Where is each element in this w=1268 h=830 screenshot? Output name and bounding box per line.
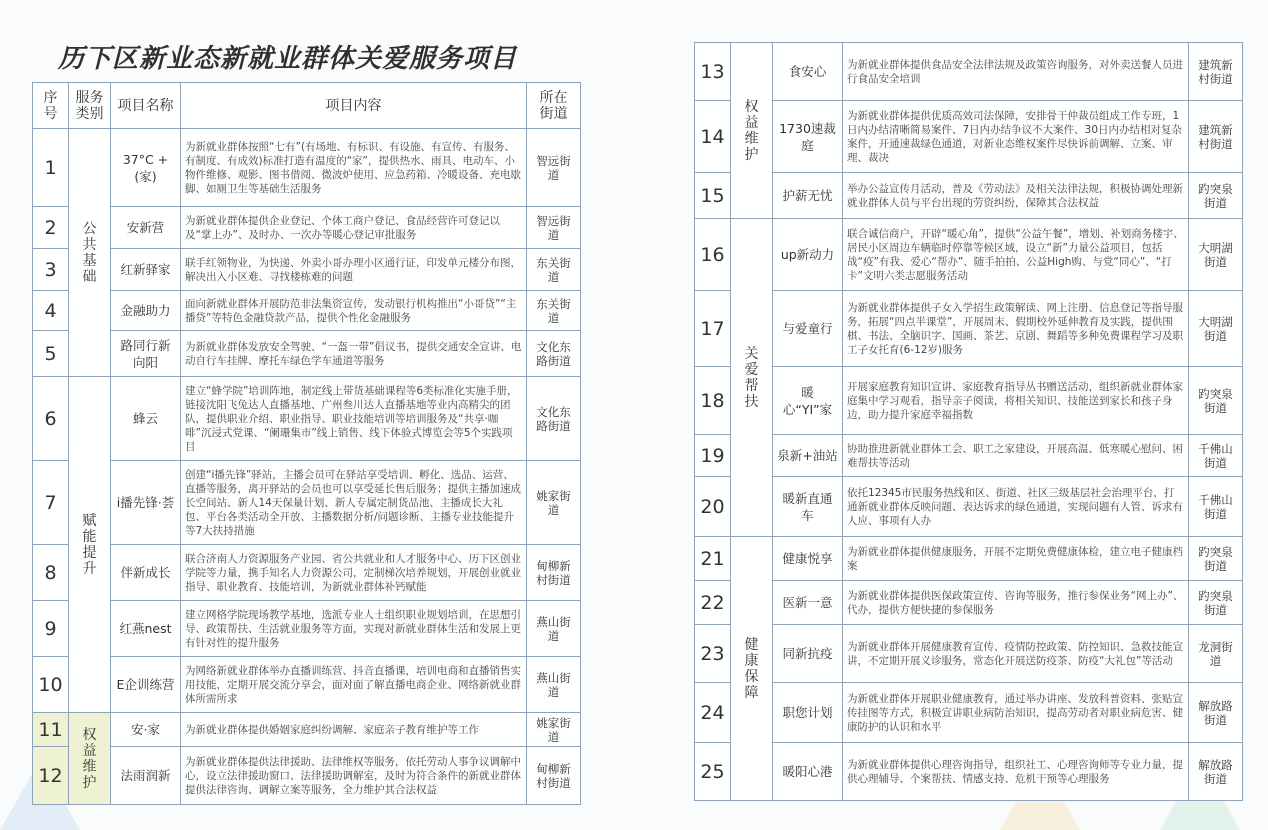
row-no: 17	[695, 291, 731, 367]
table-row	[33, 601, 581, 657]
project-name: 路同行新向阳	[111, 331, 181, 377]
table-header-row	[33, 83, 581, 129]
row-no: 25	[695, 743, 731, 801]
table-row	[695, 291, 1243, 367]
street-cell: 姚家街道	[527, 713, 581, 747]
street-cell: 建筑新村街道	[1189, 43, 1243, 101]
header-content: 项目内容	[181, 83, 527, 129]
row-no: 6	[33, 377, 69, 461]
category-cell	[69, 129, 111, 377]
row-no: 21	[695, 537, 731, 581]
project-name: 安新营	[111, 207, 181, 249]
project-content: 为新就业群体提供心理咨询指导，组织社工、心理咨询师等专业力量，提供心理辅导、个案帮扶、情感支持、危机干预等心理服务	[843, 743, 1189, 801]
project-content: 为新就业群体开展健康教育宣传、疫情防控政策、防控知识、急救技能宣讲，不定期开展义诊服务，常态化开展送防疫茶、防疫“大礼包”等活动	[843, 625, 1189, 683]
project-content: 面向新就业群体开展防范非法集资宣传，发动银行机构推出“小哥贷”“主播贷”等特色金融贷款产品，提供个性化金融服务	[181, 291, 527, 331]
project-content: 依托12345市民服务热线和区、街道、社区三级基层社会治理平台，打通新就业群体反映问题、表达诉求的绿色通道，实现问题有人管、诉求有人应、事项有人办	[843, 477, 1189, 537]
project-content: 为新就业群体按照“七有”(有场地、有标识、有设施、有宣传、有服务、有制度、有成效)标准打造有温度的“家”，提供热水、雨具、电动车、小物件维修、观影、图书借阅、微波炉使用、应急药箱、冷暖设备、充电歇脚、如厕卫生等基础生活服务	[181, 129, 527, 207]
project-content: 为新就业群体开展职业健康教育，通过举办讲座、发放科普资料、张贴宣传挂图等方式，积极宣讲职业病防治知识，提高劳动者对职业病危害、健康防护的认识和水平	[843, 683, 1189, 743]
category-cell	[731, 219, 773, 537]
project-content: 建立网格学院现场教学基地，选派专业人士组织职业规划培训，在思想引导、政策帮扶、生活就业服务等方面，实现对新就业群体生活和发展上更有针对性的提升服务	[181, 601, 527, 657]
category-label: 权益维护	[744, 98, 759, 163]
project-content: 开展家庭教育知识宣讲、家庭教育指导丛书赠送活动，组织新就业群体家庭集中学习观看，指导亲子阅读，将相关知识、技能送到家长和孩子身边，助力提升家庭幸福指数	[843, 367, 1189, 435]
table-row	[695, 101, 1243, 173]
street-cell: 东关街道	[527, 291, 581, 331]
row-no: 15	[695, 173, 731, 219]
table-row	[695, 219, 1243, 291]
row-no: 2	[33, 207, 69, 249]
project-name: 暖心“YI”家	[773, 367, 843, 435]
table-row	[695, 683, 1243, 743]
row-no: 9	[33, 601, 69, 657]
project-name: 红新驿家	[111, 249, 181, 291]
project-content: 建立“蜂学院”培训阵地，制定线上带货基础课程等6类标准化实施手册，链接沈阳飞兔达人直播基地、广州叁川达人直播基地等业内高精尖的团队，提供职业介绍、职业指导、职业技能培训等培训服务及“共享·咖啡”沉浸式党课、“阑珊集市”线上销售、线下体验式博览会等5个实践项目	[181, 377, 527, 461]
street-cell: 智远街道	[527, 207, 581, 249]
row-no: 4	[33, 291, 69, 331]
project-name: 食安心	[773, 43, 843, 101]
project-name: 健康悦享	[773, 537, 843, 581]
table-row	[33, 747, 581, 805]
project-name: 泉新+油站	[773, 435, 843, 477]
category-label: 关爱帮扶	[744, 345, 759, 410]
row-no: 18	[695, 367, 731, 435]
project-name: 蜂云	[111, 377, 181, 461]
street-cell: 趵突泉街道	[1189, 537, 1243, 581]
project-name: 职您计划	[773, 683, 843, 743]
left-table	[32, 82, 581, 805]
project-name: 金融助力	[111, 291, 181, 331]
project-name: 与爱童行	[773, 291, 843, 367]
row-no: 14	[695, 101, 731, 173]
row-no: 11	[33, 713, 69, 747]
table-row	[33, 713, 581, 747]
category-label: 健康保障	[744, 636, 759, 701]
category-label: 权益维护	[82, 726, 97, 791]
street-cell: 龙洞街道	[1189, 625, 1243, 683]
street-cell: 文化东路街道	[527, 331, 581, 377]
table-row	[695, 435, 1243, 477]
street-cell: 文化东路街道	[527, 377, 581, 461]
project-name: i播先锋·荟	[111, 461, 181, 545]
table-row	[695, 173, 1243, 219]
category-label: 赋能提升	[82, 512, 97, 577]
project-content: 为新就业群体发放安全驾驶、“一盔一带”倡议书，提供交通安全宣讲、电动自行车挂牌、摩托车绿色学车通道等服务	[181, 331, 527, 377]
category-cell	[69, 377, 111, 713]
header-no: 序号	[33, 83, 69, 129]
page-title: 历下区新业态新就业群体关爱服务项目	[58, 44, 518, 74]
street-cell: 甸柳新村街道	[527, 747, 581, 805]
table-row	[695, 625, 1243, 683]
table-row	[33, 129, 581, 207]
street-cell: 趵突泉街道	[1189, 581, 1243, 625]
category-cell	[731, 537, 773, 801]
street-cell: 东关街道	[527, 249, 581, 291]
project-content: 创建“i播先锋”驿站，主播会员可在驿站享受培训、孵化、选品、运营、直播等服务，离开驿站的会员也可以享受延长售后服务；提供主播加速成长空间站、新人14天保量计划、新人专属定制货品池、主播成长大礼包、平台各类活动全开放、主播数据分析/问题诊断、主播专业技能提升等7大扶持措施	[181, 461, 527, 545]
table-row	[695, 367, 1243, 435]
project-content: 联手红领物业，为快递、外卖小哥办理小区通行证，印发单元楼分布图，解决出入小区难、寻找楼栋难的问题	[181, 249, 527, 291]
project-name: up新动力	[773, 219, 843, 291]
row-no: 23	[695, 625, 731, 683]
table-row	[695, 477, 1243, 537]
project-name: 护薪无忧	[773, 173, 843, 219]
row-no: 3	[33, 249, 69, 291]
street-cell: 建筑新村街道	[1189, 101, 1243, 173]
street-cell: 燕山街道	[527, 657, 581, 713]
project-name: 暖新直通车	[773, 477, 843, 537]
row-no: 13	[695, 43, 731, 101]
category-cell	[69, 713, 111, 805]
table-row	[33, 461, 581, 545]
street-cell: 甸柳新村街道	[527, 545, 581, 601]
project-content: 为新就业群体提供子女入学招生政策解读、网上注册、信息登记等指导服务，拓展“四点半课堂”，开展周末、假期校外延伸教育及实践，提供围棋、书法、全脑识字、国画、茶艺、京剧、舞蹈等多种免费课程学习及职工子女托育(6-12岁)服务	[843, 291, 1189, 367]
row-no: 5	[33, 331, 69, 377]
category-label: 公共基础	[82, 220, 97, 285]
table-row	[33, 249, 581, 291]
street-cell: 姚家街道	[527, 461, 581, 545]
table-row	[695, 537, 1243, 581]
project-name: 伴新成长	[111, 545, 181, 601]
street-cell: 千佛山街道	[1189, 435, 1243, 477]
right-table	[694, 42, 1243, 801]
table-row	[33, 207, 581, 249]
table-row	[33, 657, 581, 713]
project-content: 为新就业群体提供企业登记、个体工商户登记、食品经营许可登记以及“掌上办”、及时办、一次办等暖心登记审批服务	[181, 207, 527, 249]
project-content: 为新就业群体提供食品安全法律法规及政策咨询服务，对外卖送餐人员进行食品安全培训	[843, 43, 1189, 101]
project-name: 同新抗疫	[773, 625, 843, 683]
project-name: 暖阳心港	[773, 743, 843, 801]
table-row	[695, 581, 1243, 625]
street-cell: 千佛山街道	[1189, 477, 1243, 537]
project-content: 为新就业群体提供法律援助、法律维权等服务，依托劳动人事争议调解中心，设立法律援助窗口、法律援助调解室，及时为符合条件的新就业群体提供法律咨询、调解立案等服务，全力维护其合法权益	[181, 747, 527, 805]
row-no: 10	[33, 657, 69, 713]
table-row	[695, 43, 1243, 101]
street-cell: 大明湖街道	[1189, 291, 1243, 367]
table-row	[33, 377, 581, 461]
project-content: 为新就业群体提供婚姻家庭纠纷调解、家庭亲子教育维护等工作	[181, 713, 527, 747]
street-cell: 趵突泉街道	[1189, 367, 1243, 435]
street-cell: 燕山街道	[527, 601, 581, 657]
header-category: 服务类别	[69, 83, 111, 129]
row-no: 12	[33, 747, 69, 805]
project-content: 为新就业群体提供优质高效司法保障，安排骨干仲裁员组成工作专班，1日内办结清晰简易案件、7日内办结争议不大案件、30日内办结相对复杂案件，开通速裁绿色通道，对新业态维权案件尽快诉前调解、立案、审理、裁决	[843, 101, 1189, 173]
table-row	[695, 743, 1243, 801]
row-no: 8	[33, 545, 69, 601]
project-name: 红燕nest	[111, 601, 181, 657]
category-cell	[731, 43, 773, 219]
row-no: 16	[695, 219, 731, 291]
header-name: 项目名称	[111, 83, 181, 129]
table-row	[33, 545, 581, 601]
project-content: 联合济南人力资源服务产业园、省公共就业和人才服务中心、历下区创业学院等力量，携手知名人力资源公司，定制梯次培养规划，开展创业就业指导、职业教育、技能培训，为新就业群体补钙赋能	[181, 545, 527, 601]
street-cell: 解放路街道	[1189, 683, 1243, 743]
project-name: 安·家	[111, 713, 181, 747]
project-name: 医新一意	[773, 581, 843, 625]
row-no: 20	[695, 477, 731, 537]
project-content: 为新就业群体提供医保政策宣传、咨询等服务，推行参保业务“网上办”、代办，提供方便快捷的参保服务	[843, 581, 1189, 625]
project-name: 37°C +(家)	[111, 129, 181, 207]
row-no: 24	[695, 683, 731, 743]
street-cell: 大明湖街道	[1189, 219, 1243, 291]
project-content: 联合诚信商户，开辟“暖心角”，提供“公益午餐”，增划、补划商务楼宇、居民小区周边车辆临时停靠等候区域，设立“新”力量公益项目，包括战“疫”有我、爱心“帮办”、随手拍拍、公益High购、与党“同心”、“打卡”文明六类志愿服务活动	[843, 219, 1189, 291]
street-cell: 解放路街道	[1189, 743, 1243, 801]
row-no: 1	[33, 129, 69, 207]
project-content: 为网络新就业群体举办直播训练营、抖音直播课，培训电商和直播销售实用技能，定期开展交流分享会，面对面了解直播电商企业、网络新就业群体所需所求	[181, 657, 527, 713]
row-no: 19	[695, 435, 731, 477]
table-row	[33, 291, 581, 331]
street-cell: 趵突泉街道	[1189, 173, 1243, 219]
table-row	[33, 331, 581, 377]
street-cell: 智远街道	[527, 129, 581, 207]
project-name: 法雨润新	[111, 747, 181, 805]
project-content: 协助推进新就业群体工会、职工之家建设，开展高温、低寒暖心慰问、困难帮扶等活动	[843, 435, 1189, 477]
row-no: 7	[33, 461, 69, 545]
project-name: E企训练营	[111, 657, 181, 713]
row-no: 22	[695, 581, 731, 625]
project-content: 为新就业群体提供健康服务，开展不定期免费健康体检，建立电子健康档案	[843, 537, 1189, 581]
project-content: 举办公益宣传月活动，普及《劳动法》及相关法律法规，积极协调处理新就业群体人员与平台出现的劳资纠纷，保障其合法权益	[843, 173, 1189, 219]
project-name: 1730速裁庭	[773, 101, 843, 173]
header-street: 所在街道	[527, 83, 581, 129]
